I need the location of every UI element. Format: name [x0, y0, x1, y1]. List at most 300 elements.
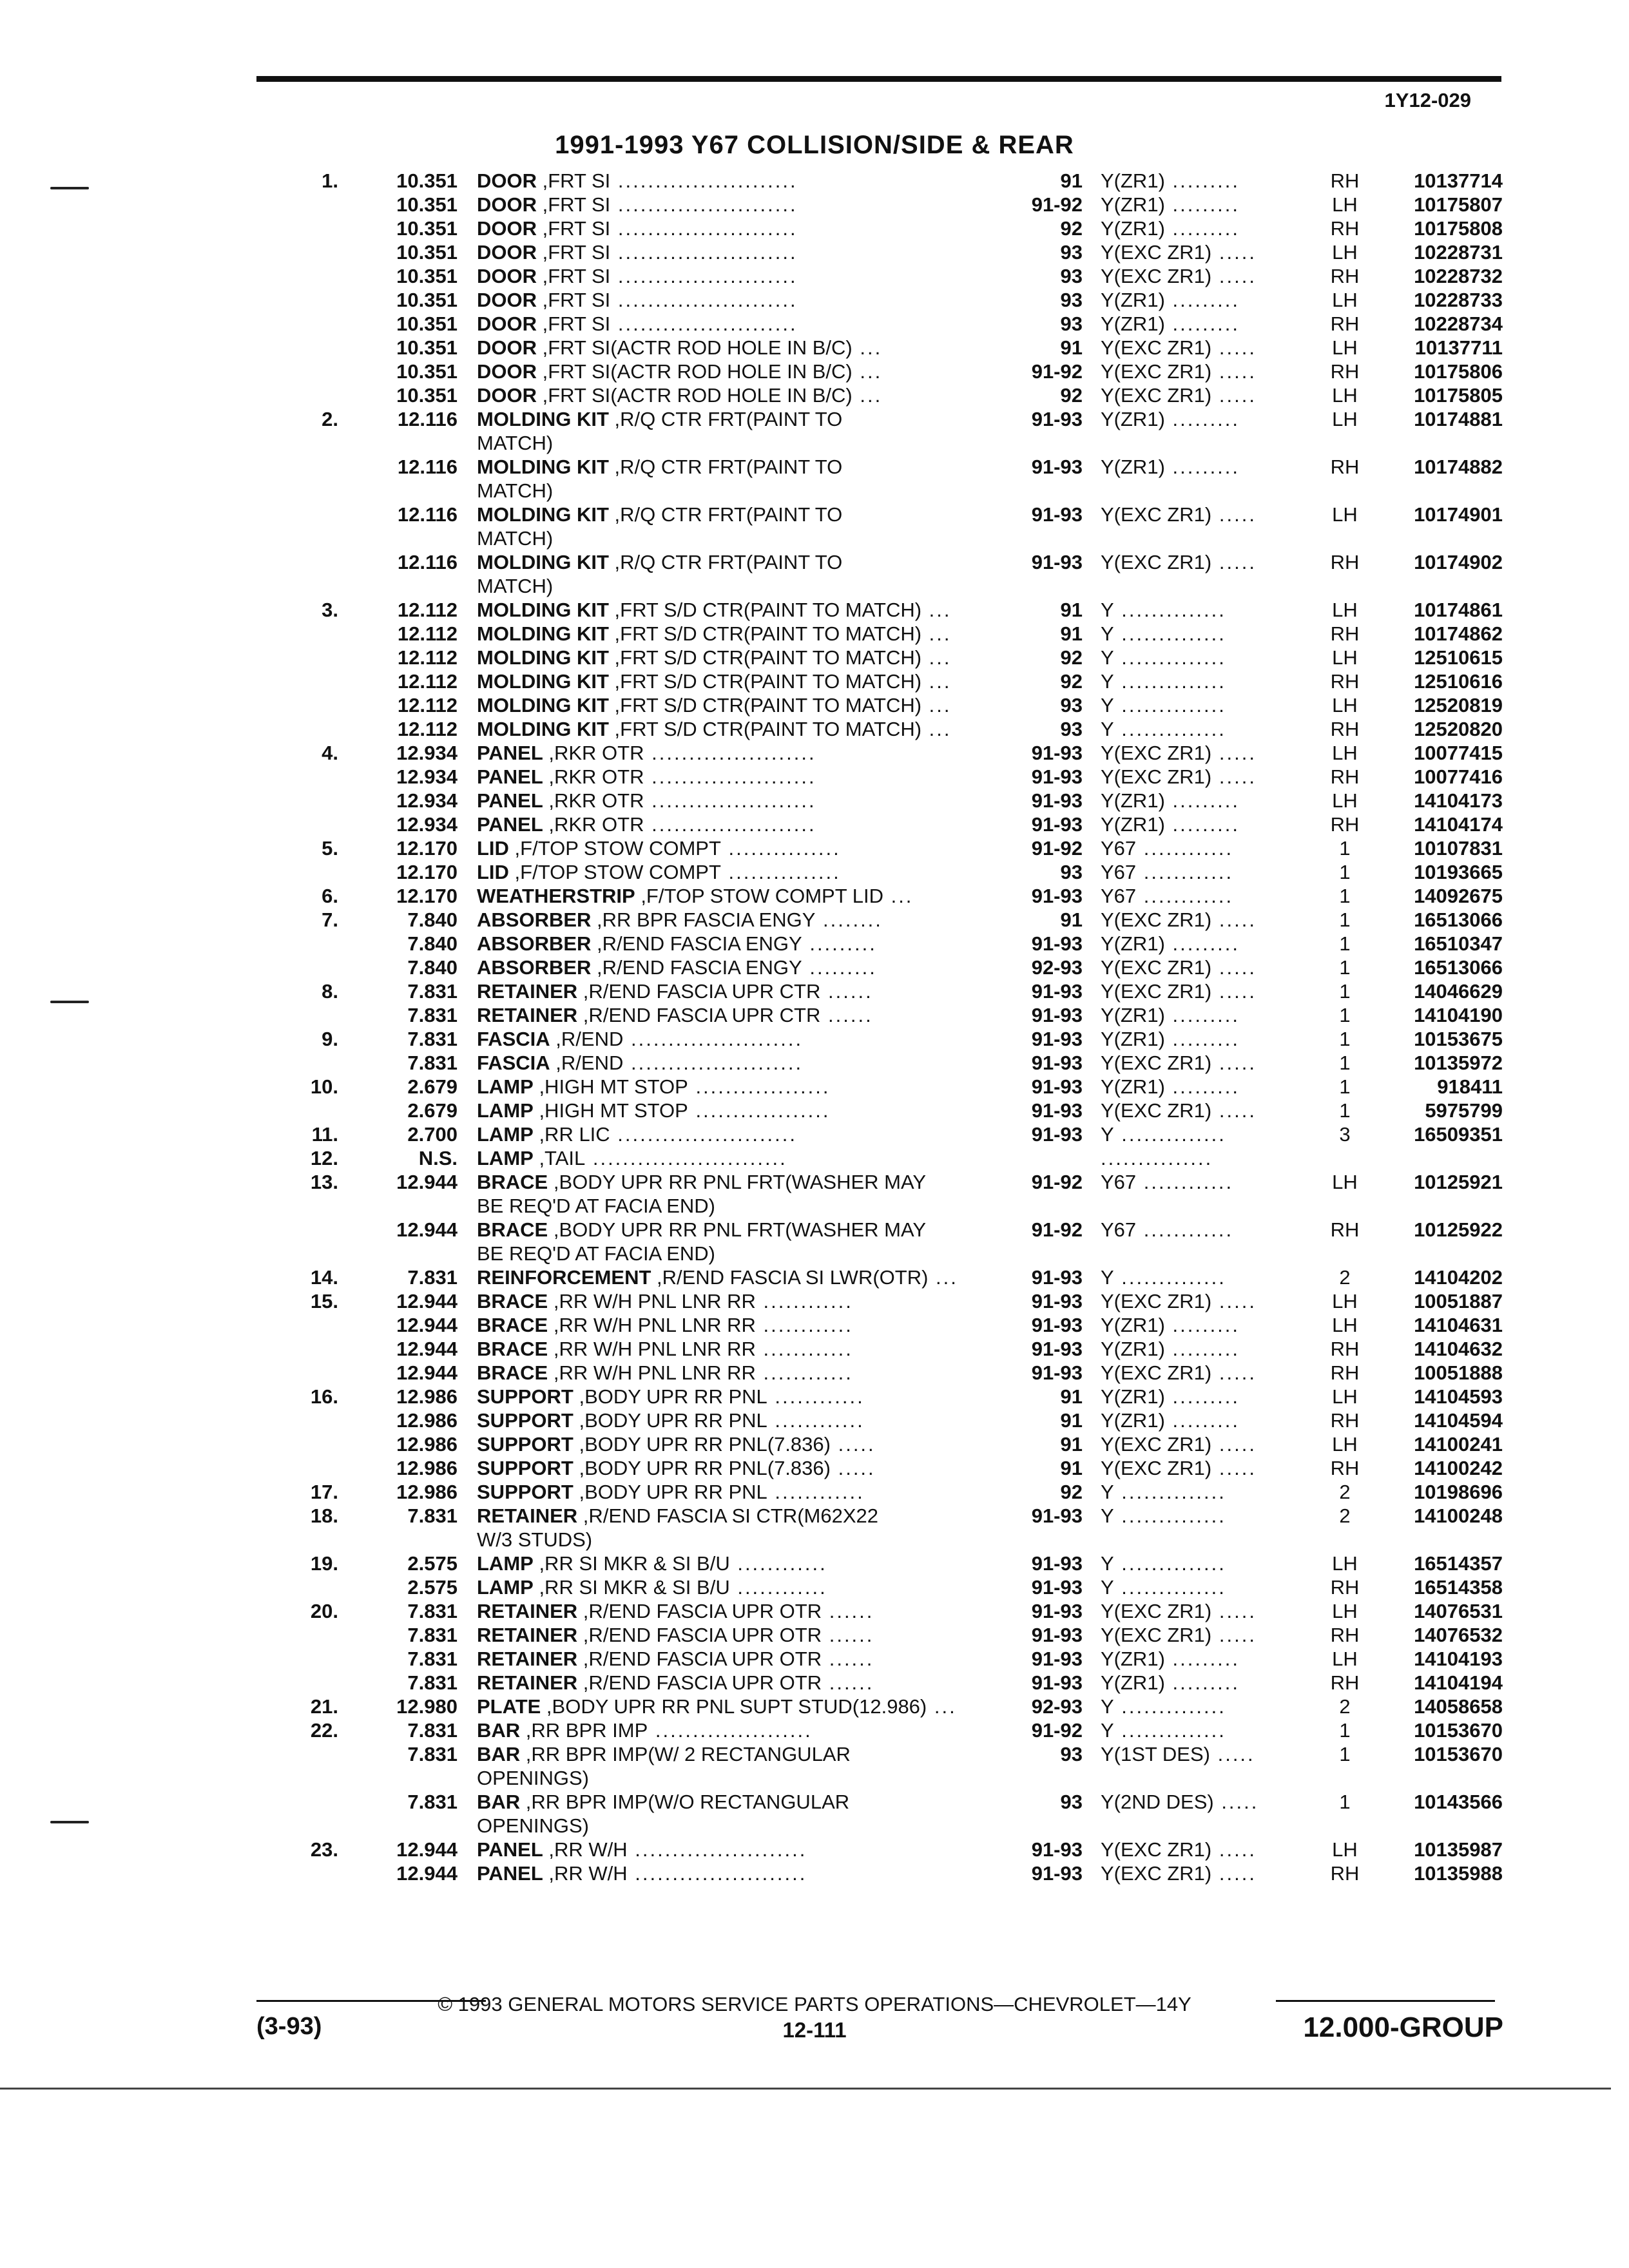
leader-dots: .............. [1113, 1266, 1226, 1289]
part-name: RETAINER [477, 1504, 578, 1527]
group-number: 12.944 [396, 1361, 458, 1384]
quantity: RH [1330, 1218, 1360, 1241]
part-detail: ,FRT SI(ACTR ROD HOLE IN B/C) [537, 360, 853, 383]
part-detail: ,BODY UPR RR PNL [573, 1481, 767, 1503]
series-text: Y(ZR1) [1101, 1028, 1165, 1050]
series-text: Y(ZR1) [1101, 789, 1165, 812]
part-number: 10125922 [1414, 1218, 1503, 1241]
leader-dots: ............ [1136, 837, 1234, 860]
part-detail: ,R/END FASCIA UPR OTR [577, 1648, 822, 1670]
leader-dots: ... [921, 622, 952, 645]
model-years: 91-93 [1031, 885, 1083, 907]
series [1101, 193, 1313, 216]
group-number: 2.679 [407, 1075, 458, 1098]
leader-dots: ......... [1164, 1338, 1240, 1360]
group-number: 10.351 [396, 360, 458, 383]
item-number: 12. [310, 1147, 338, 1169]
model-years: 91-93 [1031, 1266, 1083, 1289]
parts-row [0, 1552, 1629, 1575]
leader-dots: ........................ [610, 312, 798, 335]
part-description [477, 1790, 1002, 1838]
group-number: 7.831 [407, 1791, 458, 1813]
part-detail: ,R/END FASCIA UPR OTR [577, 1671, 822, 1694]
series [1101, 1265, 1313, 1289]
part-detail: ,RKR OTR [543, 742, 644, 764]
series-text: Y(ZR1) [1101, 289, 1165, 311]
series [1101, 360, 1313, 383]
part-name: SUPPORT [477, 1481, 574, 1503]
quantity: LH [1332, 384, 1358, 407]
parts-row [0, 1480, 1629, 1504]
part-name: MOLDING KIT [477, 718, 609, 740]
parts-row [0, 383, 1629, 407]
leader-dots: ..... [1210, 1743, 1255, 1765]
part-number: 14092675 [1414, 885, 1503, 907]
series [1101, 288, 1313, 312]
part-description [477, 717, 1002, 741]
group-number: 7.840 [407, 932, 458, 955]
part-name: LAMP [477, 1099, 534, 1122]
parts-row [0, 1122, 1629, 1146]
part-name: SUPPORT [477, 1433, 574, 1456]
model-years: 91-92 [1031, 1719, 1083, 1742]
series [1101, 956, 1313, 979]
leader-dots: ... [921, 646, 952, 669]
parts-row [0, 1718, 1629, 1742]
quantity: RH [1330, 551, 1360, 573]
series [1101, 693, 1313, 717]
quantity: 2 [1339, 1695, 1351, 1718]
group-number: 10.351 [396, 217, 458, 240]
part-number: 10174881 [1414, 408, 1503, 430]
part-detail: ,F/TOP STOW COMPT [508, 861, 721, 883]
leader-dots: ............ [1136, 1218, 1234, 1241]
series [1101, 1838, 1313, 1861]
model-years: 91-93 [1031, 1600, 1083, 1622]
part-description [477, 407, 1002, 455]
part-description [477, 956, 1002, 979]
parts-row [0, 1361, 1629, 1385]
item-number: 6. [322, 885, 338, 907]
series [1101, 646, 1313, 669]
parts-row [0, 741, 1629, 765]
part-name: MOLDING KIT [477, 670, 609, 693]
parts-row [0, 216, 1629, 240]
model-years: 91-93 [1031, 1028, 1083, 1050]
item-number: 4. [322, 742, 338, 764]
model-years: 91-93 [1031, 1838, 1083, 1861]
part-number: 10137711 [1414, 336, 1503, 359]
parts-list [0, 169, 1629, 1885]
part-description [477, 1265, 1002, 1289]
part-detail: ,RR SI MKR & SI B/U [533, 1576, 730, 1599]
leader-dots: ..... [1213, 1791, 1259, 1813]
group-number: 10.351 [396, 384, 458, 407]
quantity: 1 [1339, 1743, 1351, 1765]
leader-dots: ..... [1211, 265, 1257, 287]
item-number: 17. [310, 1481, 338, 1503]
part-name: PANEL [477, 1838, 543, 1861]
quantity: LH [1332, 503, 1358, 526]
leader-dots: ..... [1211, 1361, 1257, 1384]
quantity: RH [1330, 765, 1360, 788]
part-number: 12520820 [1414, 718, 1503, 740]
footer-page-number: 12-111 [782, 2018, 847, 2042]
part-number: 14104173 [1414, 789, 1503, 812]
part-detail: ,BODY UPR RR PNL(7.836) [573, 1457, 831, 1479]
part-description [477, 240, 1002, 264]
model-years: 93 [1060, 1791, 1083, 1813]
series-text: Y(EXC ZR1) [1101, 241, 1212, 264]
part-number: 10135988 [1414, 1862, 1503, 1885]
model-years: 91 [1060, 622, 1083, 645]
part-detail: ,RR W/H PNL LNR RR [548, 1338, 756, 1360]
part-name: ABSORBER [477, 932, 592, 955]
part-name: BRACE [477, 1218, 548, 1241]
quantity: RH [1330, 169, 1360, 192]
part-detail: ,F/TOP STOW COMPT [508, 837, 721, 860]
parts-row [0, 1075, 1629, 1099]
model-years: 91-93 [1031, 1504, 1083, 1527]
part-detail: ,RR W/H PNL LNR RR [548, 1361, 756, 1384]
part-description [477, 1313, 1002, 1337]
leader-dots: ... [927, 1695, 957, 1718]
model-years: 91-93 [1031, 1052, 1083, 1074]
item-number: 23. [310, 1838, 338, 1861]
part-name: RETAINER [477, 1671, 578, 1694]
part-name: PLATE [477, 1695, 541, 1718]
part-description [477, 765, 1002, 789]
group-number: 12.112 [397, 694, 458, 716]
part-detail: ,R/Q CTR FRT(PAINT TO [608, 456, 843, 478]
part-description [477, 979, 1002, 1003]
model-years: 93 [1060, 289, 1083, 311]
parts-row [0, 1218, 1629, 1265]
leader-dots: ... [852, 360, 883, 383]
part-number: 14100242 [1414, 1457, 1503, 1479]
leader-dots: ............ [755, 1338, 853, 1360]
part-detail: ,R/END FASCIA UPR CTR [577, 1004, 821, 1026]
quantity: 1 [1339, 980, 1351, 1003]
series [1101, 1480, 1313, 1504]
leader-dots: ...................... [644, 765, 816, 788]
model-years: 91-92 [1031, 837, 1083, 860]
group-number: 10.351 [396, 169, 458, 192]
part-detail: ,BODY UPR RR PNL [573, 1385, 767, 1408]
leader-dots: ..... [1211, 1862, 1257, 1885]
part-name: LAMP [477, 1075, 534, 1098]
series [1101, 1718, 1313, 1742]
leader-dots: ............... [1101, 1147, 1213, 1169]
leader-dots: ... [921, 599, 952, 621]
part-name: PANEL [477, 789, 543, 812]
quantity: 1 [1339, 885, 1351, 907]
quantity: 2 [1339, 1266, 1351, 1289]
parts-row [0, 264, 1629, 288]
part-detail: ,RKR OTR [543, 813, 644, 836]
leader-dots: ......... [1164, 456, 1240, 478]
part-detail: ,RR W/H PNL LNR RR [548, 1314, 756, 1336]
part-description [477, 693, 1002, 717]
part-name: ABSORBER [477, 956, 592, 979]
quantity: RH [1330, 622, 1360, 645]
part-number: 10175807 [1414, 193, 1503, 216]
series [1101, 741, 1313, 765]
series [1101, 932, 1313, 956]
part-number: 14046629 [1414, 980, 1503, 1003]
parts-row [0, 812, 1629, 836]
part-detail: ,RR SI MKR & SI B/U [533, 1552, 730, 1575]
footer-copyright: © 1993 GENERAL MOTORS SERVICE PARTS OPERATIONS—CHEVROLET—14Y [438, 1993, 1191, 2015]
quantity: LH [1332, 742, 1358, 764]
part-number: 16514358 [1414, 1576, 1503, 1599]
model-years: 91 [1060, 1409, 1083, 1432]
part-number: 12510615 [1414, 646, 1503, 669]
parts-row [0, 1146, 1629, 1170]
series [1101, 884, 1313, 908]
group-number: 12.112 [397, 599, 458, 621]
model-years: 91-93 [1031, 1075, 1083, 1098]
leader-dots: ........................ [610, 193, 798, 216]
part-number: 10228733 [1414, 289, 1503, 311]
part-name: RETAINER [477, 980, 578, 1003]
group-number: 10.351 [396, 265, 458, 287]
part-name: LAMP [477, 1576, 534, 1599]
series [1101, 1051, 1313, 1075]
part-name: DOOR [477, 217, 537, 240]
group-number: 12.986 [396, 1457, 458, 1479]
part-detail: ,FRT S/D CTR(PAINT TO MATCH) [608, 670, 922, 693]
quantity: RH [1330, 718, 1360, 740]
part-description [477, 455, 1002, 503]
model-years: 91-93 [1031, 813, 1083, 836]
series [1101, 1027, 1313, 1051]
quantity: LH [1332, 1290, 1358, 1312]
part-name: RETAINER [477, 1624, 578, 1646]
leader-dots: ........................ [610, 289, 798, 311]
parts-row [0, 1623, 1629, 1647]
series [1101, 1504, 1313, 1528]
series [1101, 836, 1313, 860]
part-detail: ,RR BPR FASCIA ENGY [591, 908, 816, 931]
parts-row [0, 884, 1629, 908]
parts-row [0, 336, 1629, 360]
quantity: RH [1330, 456, 1360, 478]
part-detail: ,R/Q CTR FRT(PAINT TO [608, 408, 843, 430]
parts-row [0, 1504, 1629, 1552]
quantity: 1 [1339, 861, 1351, 883]
parts-row [0, 908, 1629, 932]
leader-dots: ......... [1164, 1409, 1240, 1432]
part-name: MOLDING KIT [477, 408, 609, 430]
leader-dots: ......... [1164, 1648, 1240, 1670]
part-name: LAMP [477, 1147, 534, 1169]
item-number: 22. [310, 1719, 338, 1742]
parts-row [0, 979, 1629, 1003]
leader-dots: ..... [1211, 1457, 1257, 1479]
part-detail: ,R/END FASCIA ENGY [591, 932, 802, 955]
part-number: 14104194 [1414, 1671, 1503, 1694]
item-number: 16. [310, 1385, 338, 1408]
leader-dots: .............. [1113, 1576, 1226, 1599]
parts-row [0, 717, 1629, 741]
parts-row [0, 169, 1629, 193]
leader-dots: ............ [1136, 861, 1234, 883]
quantity: LH [1332, 1838, 1358, 1861]
part-description [477, 598, 1002, 622]
quantity: LH [1332, 1314, 1358, 1336]
part-name: BRACE [477, 1361, 548, 1384]
series-text: Y(EXC ZR1) [1101, 1099, 1212, 1122]
part-number: 10077415 [1414, 742, 1503, 764]
part-description [477, 1623, 1002, 1647]
leader-dots: ..... [1211, 956, 1257, 979]
quantity: RH [1330, 1409, 1360, 1432]
leader-dots: ......... [1164, 1004, 1240, 1026]
leader-dots: ......... [802, 956, 877, 979]
series-text: Y(EXC ZR1) [1101, 956, 1212, 979]
parts-row [0, 288, 1629, 312]
leader-dots: ... [852, 336, 883, 359]
part-description [477, 884, 1002, 908]
leader-dots: ... [928, 1266, 958, 1289]
model-years: 91 [1060, 1433, 1083, 1456]
leader-dots: ...... [822, 1648, 874, 1670]
part-description [477, 1099, 1002, 1122]
part-name: WEATHERSTRIP [477, 885, 635, 907]
part-description [477, 669, 1002, 693]
parts-row [0, 1695, 1629, 1718]
leader-dots: ..... [1211, 765, 1257, 788]
series [1101, 1695, 1313, 1718]
part-number: 10137714 [1414, 169, 1503, 192]
parts-row [0, 1099, 1629, 1122]
leader-dots: ............ [755, 1314, 853, 1336]
series-text: Y [1101, 1504, 1114, 1527]
part-detail: ,FRT SI [537, 289, 611, 311]
model-years: 92 [1060, 646, 1083, 669]
quantity: RH [1330, 1624, 1360, 1646]
part-detail: ,FRT SI(ACTR ROD HOLE IN B/C) [537, 384, 853, 407]
part-detail: ,FRT S/D CTR(PAINT TO MATCH) [608, 718, 922, 740]
parts-row [0, 1838, 1629, 1861]
quantity: 2 [1339, 1504, 1351, 1527]
part-detail: ,TAIL [533, 1147, 586, 1169]
leader-dots: .................. [688, 1099, 831, 1122]
part-description [477, 836, 1002, 860]
part-description [477, 812, 1002, 836]
series [1101, 979, 1313, 1003]
part-number: 10077416 [1414, 765, 1503, 788]
leader-dots: ........................ [610, 1123, 798, 1146]
series-text: Y(EXC ZR1) [1101, 336, 1212, 359]
part-number: 12510616 [1414, 670, 1503, 693]
leader-dots: ......... [1164, 789, 1240, 812]
leader-dots: ..... [830, 1457, 876, 1479]
series-text: Y(EXC ZR1) [1101, 1052, 1212, 1074]
part-detail: ,R/END FASCIA UPR OTR [577, 1600, 822, 1622]
quantity: LH [1332, 289, 1358, 311]
part-name: BRACE [477, 1171, 548, 1193]
part-detail: ,R/END [550, 1052, 624, 1074]
quantity: 1 [1339, 1004, 1351, 1026]
series [1101, 1432, 1313, 1456]
part-detail: ,FRT SI [537, 193, 611, 216]
leader-dots: ..... [1211, 1052, 1257, 1074]
part-number: 10153675 [1414, 1028, 1503, 1050]
series [1101, 622, 1313, 646]
part-number: 10174862 [1414, 622, 1503, 645]
part-detail: ,FRT S/D CTR(PAINT TO MATCH) [608, 694, 922, 716]
model-years: 91 [1060, 336, 1083, 359]
series [1101, 1075, 1313, 1099]
model-years: 91-93 [1031, 932, 1083, 955]
leader-dots: ......... [1164, 408, 1240, 430]
series [1101, 598, 1313, 622]
model-years: 91 [1060, 599, 1083, 621]
part-number: 14104593 [1414, 1385, 1503, 1408]
group-number: 7.831 [407, 980, 458, 1003]
part-number: 10228734 [1414, 312, 1503, 335]
part-name: DOOR [477, 312, 537, 335]
quantity: RH [1330, 360, 1360, 383]
series [1101, 717, 1313, 741]
leader-dots: ..... [1211, 384, 1257, 407]
part-description [477, 1218, 1002, 1265]
leader-dots: ............ [1136, 885, 1234, 907]
quantity: LH [1332, 1385, 1358, 1408]
part-name: ABSORBER [477, 908, 592, 931]
part-description [477, 1385, 1002, 1408]
leader-dots: ............... [720, 861, 841, 883]
part-detail: ,F/TOP STOW COMPT LID [635, 885, 883, 907]
part-detail: ,FRT SI [537, 241, 611, 264]
leader-dots: .............. [1113, 646, 1226, 669]
series-text: Y(EXC ZR1) [1101, 742, 1212, 764]
parts-row [0, 1003, 1629, 1027]
parts-row [0, 1861, 1629, 1885]
series-text: Y67 [1101, 837, 1137, 860]
group-number: 7.831 [407, 1719, 458, 1742]
series [1101, 1122, 1313, 1146]
bottom-rule [0, 2088, 1611, 2090]
part-number: 10198696 [1414, 1481, 1503, 1503]
parts-row [0, 956, 1629, 979]
item-number: 8. [322, 980, 338, 1003]
group-number: 12.986 [396, 1409, 458, 1432]
leader-dots: ... [921, 694, 952, 716]
part-number: 16510347 [1414, 932, 1503, 955]
part-name: PANEL [477, 742, 543, 764]
model-years: 91-93 [1031, 980, 1083, 1003]
part-number: 10193665 [1414, 861, 1503, 883]
series-text: Y(ZR1) [1101, 193, 1165, 216]
footer-date-code: (3-93) [256, 2013, 322, 2040]
part-description [477, 1480, 1002, 1504]
leader-dots: ............ [1136, 1171, 1234, 1193]
parts-row [0, 193, 1629, 216]
part-name: MOLDING KIT [477, 646, 609, 669]
model-years: 92 [1060, 217, 1083, 240]
quantity: 1 [1339, 1028, 1351, 1050]
leader-dots: ..... [1211, 241, 1257, 264]
leader-dots: ............ [729, 1576, 827, 1599]
leader-dots: ......... [1164, 169, 1240, 192]
model-years: 91-93 [1031, 408, 1083, 430]
series-text: Y(ZR1) [1101, 408, 1165, 430]
series [1101, 407, 1313, 431]
parts-row [0, 598, 1629, 622]
